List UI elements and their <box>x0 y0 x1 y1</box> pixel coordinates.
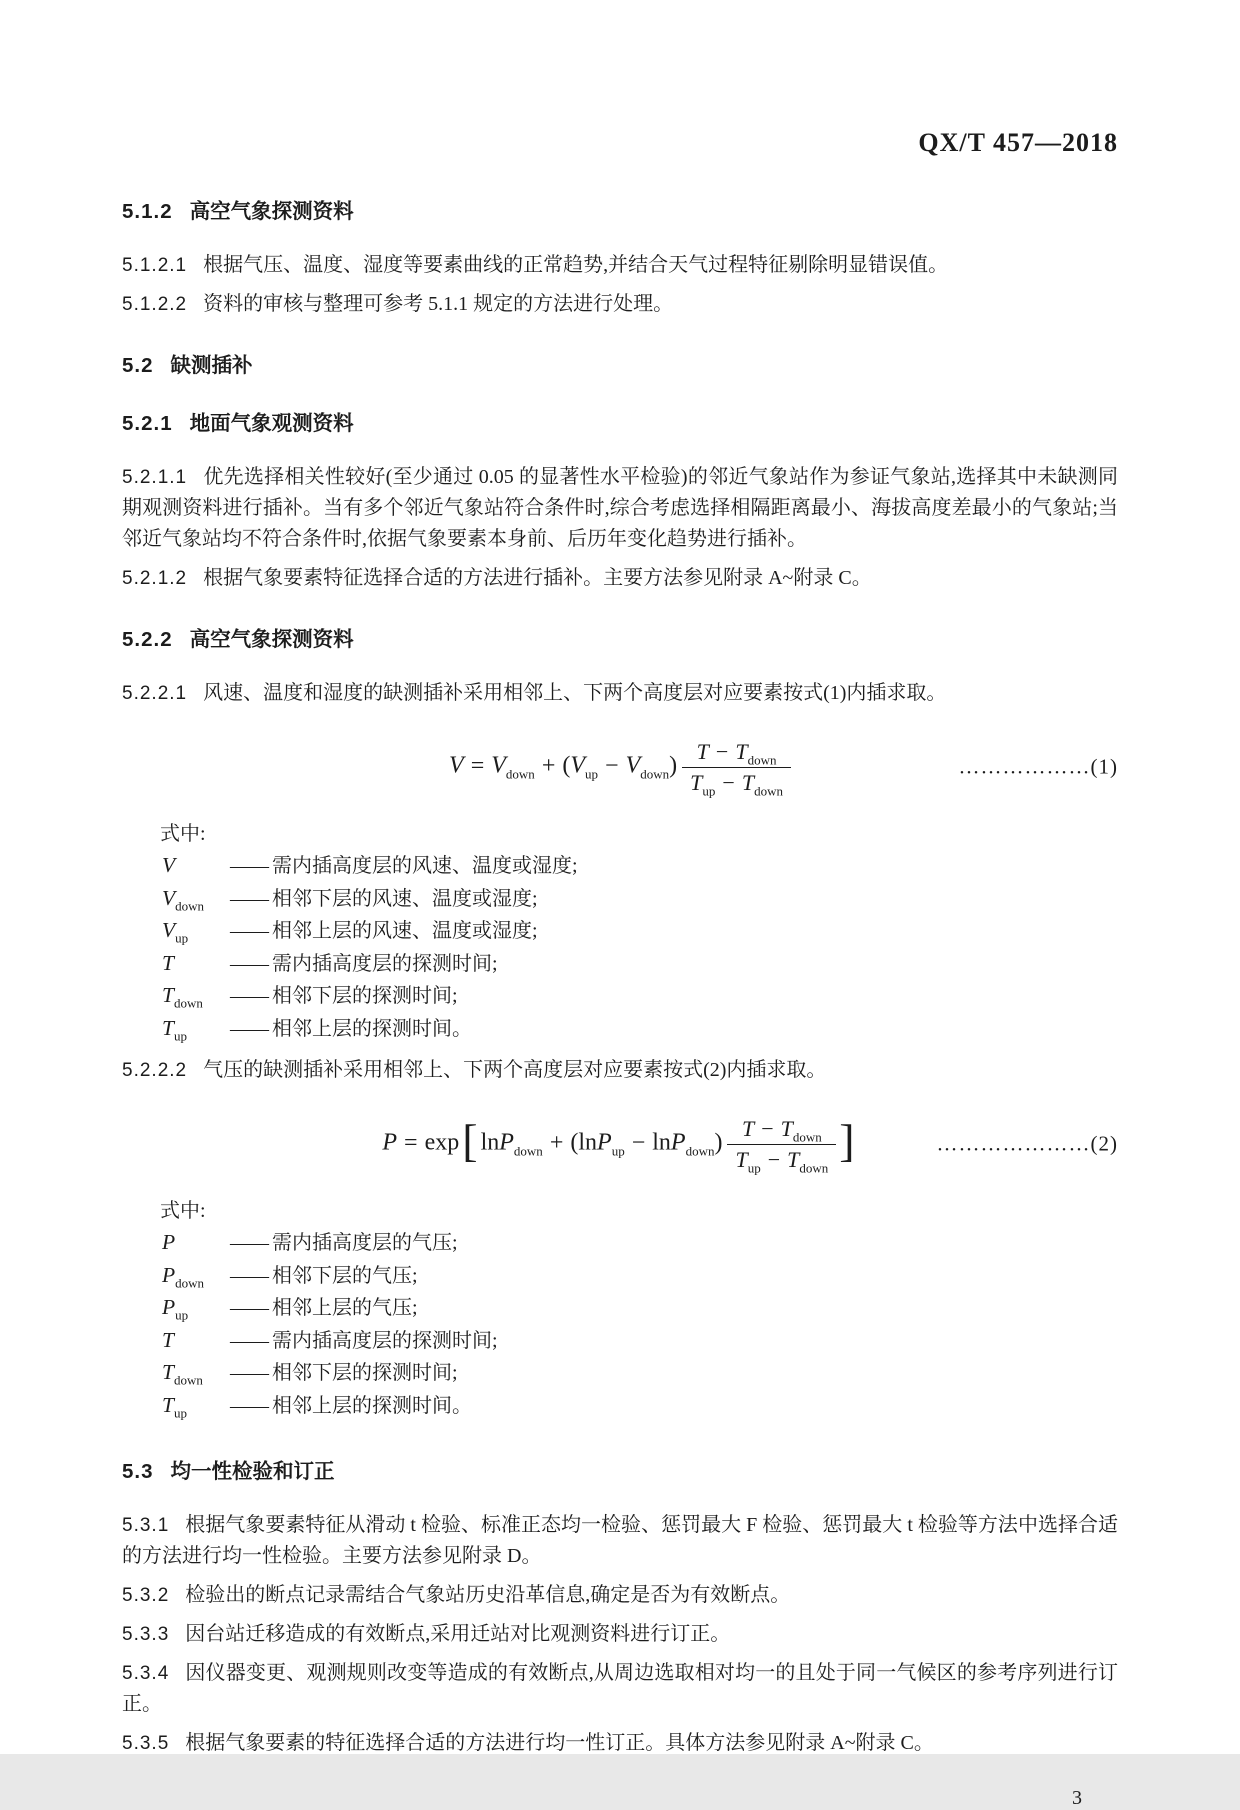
equation-1 <box>122 725 1118 809</box>
math-operator: − <box>631 1129 646 1156</box>
math-operator: − <box>722 769 735 795</box>
math-var: T <box>162 1015 174 1040</box>
math-subscript: up <box>747 1159 761 1175</box>
clause-text: 气压的缺测插补采用相邻上、下两个高度层对应要素按式(2)内插求取。 <box>203 1059 827 1081</box>
clause-number: 5.1.2.2 <box>122 294 188 315</box>
math-var: T <box>696 739 709 764</box>
clause-5-2-2-2 <box>122 1055 1118 1086</box>
heading-number: 5.3 <box>122 1460 154 1483</box>
math-subscript: down <box>175 897 205 913</box>
math-operator: − <box>605 752 619 779</box>
math-paren: ( <box>562 752 571 779</box>
clause-number: 5.2.2.1 <box>122 683 188 704</box>
math-var: T <box>162 1360 174 1384</box>
heading-5-3 <box>122 1458 1118 1486</box>
dash: —— <box>230 887 268 910</box>
math-var: P <box>499 1129 514 1156</box>
definition-item <box>162 948 1118 981</box>
clause-5-1-2-1 <box>122 250 1118 281</box>
math-var: P <box>382 1129 398 1156</box>
heading-title: 地面气象观测资料 <box>189 412 354 435</box>
math-subscript: up <box>175 1307 189 1323</box>
math-symbol <box>162 1357 230 1389</box>
definition-text: 相邻下层的风速、温度或湿度; <box>272 887 538 910</box>
math-var: T <box>735 739 748 764</box>
definition-text: 相邻下层的探测时间; <box>272 985 458 1007</box>
page-content <box>122 0 1118 1810</box>
math-symbol <box>162 948 230 980</box>
heading-number: 5.2.1 <box>122 412 173 435</box>
math-subscript: down <box>505 766 535 782</box>
math-subscript: up <box>611 1143 625 1159</box>
equation-number: (1) <box>1090 754 1118 779</box>
heading-number: 5.2.2 <box>122 628 173 651</box>
math-operator: − <box>761 1116 774 1141</box>
equation-2-leader <box>937 1132 1119 1157</box>
clause-number: 5.2.1.2 <box>122 568 188 589</box>
definition-text: 相邻上层的风速、温度或湿度; <box>272 920 538 942</box>
math-subscript: down <box>754 782 783 798</box>
definition-text: 相邻上层的探测时间。 <box>272 1394 472 1417</box>
heading-title: 均一性检验和订正 <box>170 1460 335 1483</box>
definition-item <box>162 1227 1118 1260</box>
math-operator: − <box>767 1146 781 1172</box>
math-subscript: up <box>702 782 716 798</box>
definition-item <box>162 1357 1118 1390</box>
clause-number: 5.3.1 <box>122 1515 170 1536</box>
definition-item <box>162 1013 1118 1046</box>
bracket-close: ] <box>839 1114 855 1166</box>
math-symbol <box>162 1227 230 1259</box>
math-subscript: up <box>175 930 189 946</box>
dash: —— <box>230 985 268 1007</box>
clause-5-2-1-2 <box>122 563 1118 594</box>
definition-item <box>162 1260 1118 1293</box>
math-subscript: down <box>685 1143 715 1159</box>
fraction-numerator <box>727 1114 836 1144</box>
math-var: T <box>162 983 174 1007</box>
dash: —— <box>230 1394 268 1417</box>
math-symbol <box>162 883 230 915</box>
definition-text: 需内插高度层的风速、温度或湿度; <box>272 855 578 877</box>
math-var: T <box>741 769 755 795</box>
math-subscript: down <box>173 1372 203 1388</box>
heading-5-2-1 <box>122 410 1118 438</box>
clause-text: 风速、温度和湿度的缺测插补采用相邻上、下两个高度层对应要素按式(1)内插求取。 <box>203 682 947 704</box>
definition-text: 需内插高度层的气压; <box>272 1232 458 1254</box>
clause-5-2-2-1 <box>122 678 1118 709</box>
clause-5-3-1 <box>122 1510 1118 1572</box>
clause-5-1-2-2 <box>122 289 1118 320</box>
heading-title: 缺测插补 <box>170 354 253 377</box>
where-label: 式中: <box>160 823 206 845</box>
heading-number: 5.2 <box>122 354 154 377</box>
definition-text: 相邻上层的气压; <box>272 1297 418 1319</box>
definition-item <box>162 1292 1118 1325</box>
dash: —— <box>230 1362 268 1384</box>
equation-2-expression <box>382 1114 857 1174</box>
math-symbol <box>162 1292 230 1324</box>
definition-text: 需内插高度层的探测时间; <box>272 952 498 975</box>
math-symbol <box>162 1390 230 1422</box>
dash: —— <box>230 1232 268 1254</box>
math-subscript: down <box>513 1143 543 1159</box>
math-paren: ( <box>570 1129 579 1156</box>
math-var: T <box>162 1327 174 1352</box>
clause-5-3-4 <box>122 1658 1118 1720</box>
clause-text: 根据气压、温度、湿度等要素曲线的正常趋势,并结合天气过程特征剔除明显错误值。 <box>203 254 949 276</box>
fraction-denominator <box>682 767 791 798</box>
clause-text: 优先选择相关性较好(至少通过 0.05 的显著性水平检验)的邻近气象站作为参证气象站,选择其中未缺测同期观测资料进行插补。当有多个邻近气象站符合条件时,综合考虑选择相隔距离最小、海拔高度差最小的气象站;当邻近气象站均不符合条件时,依据气象要素本身前、后历年变化趋势进行插补。 <box>122 466 1118 550</box>
math-operator: − <box>715 739 729 764</box>
math-var: V <box>491 752 506 779</box>
clause-number: 5.3.5 <box>122 1733 170 1754</box>
clause-number: 5.3.2 <box>122 1585 170 1606</box>
math-symbol <box>162 980 230 1012</box>
clause-text: 根据气象要素特征选择合适的方法进行插补。主要方法参见附录 A~附录 C。 <box>203 567 872 589</box>
math-symbol <box>162 1260 230 1292</box>
fraction-denominator <box>727 1144 836 1175</box>
where-label: 式中: <box>160 1200 206 1222</box>
math-var: V <box>162 853 176 877</box>
definition-text: 相邻下层的气压; <box>272 1264 418 1287</box>
clause-text: 根据气象要素特征从滑动 t 检验、标准正态均一检验、惩罚最大 F 检验、惩罚最大 t 检验等方法中选择合适的方法进行均一性检验。主要方法参见附录 D。 <box>122 1514 1118 1567</box>
math-var: T <box>162 1392 174 1417</box>
math-var: P <box>162 1295 176 1319</box>
math-var: V <box>449 752 464 779</box>
math-symbol <box>162 1013 230 1045</box>
dash: —— <box>230 920 268 942</box>
math-operator: = <box>404 1129 418 1156</box>
clause-text: 根据气象要素的特征选择合适的方法进行均一性订正。具体方法参见附录 A~附录 C。 <box>185 1732 934 1754</box>
definition-text: 需内插高度层的探测时间; <box>272 1329 498 1352</box>
definition-item <box>162 980 1118 1013</box>
fraction <box>682 737 791 797</box>
heading-5-2-2 <box>122 626 1118 654</box>
math-subscript: up <box>173 1027 187 1043</box>
dash: —— <box>230 952 268 975</box>
dash: —— <box>230 855 268 877</box>
math-var: V <box>625 752 641 779</box>
math-subscript: up <box>585 766 599 782</box>
clause-number: 5.3.3 <box>122 1624 170 1645</box>
math-var: T <box>162 950 174 975</box>
heading-5-2 <box>122 352 1118 380</box>
definition-item <box>162 883 1118 916</box>
math-function: ln <box>652 1129 671 1156</box>
clause-number: 5.3.4 <box>122 1663 170 1684</box>
definition-text: 相邻上层的探测时间。 <box>272 1017 472 1040</box>
math-var: T <box>735 1146 748 1172</box>
math-subscript: down <box>640 766 670 782</box>
bracket-open: [ <box>462 1114 478 1166</box>
math-var: T <box>690 769 703 795</box>
clause-number: 5.2.2.2 <box>122 1060 188 1081</box>
definition-item <box>162 1390 1118 1423</box>
clause-5-3-5 <box>122 1728 1118 1759</box>
page-number: 3 <box>1072 1787 1082 1809</box>
clause-text: 资料的审核与整理可参考 5.1.1 规定的方法进行处理。 <box>203 293 674 315</box>
math-symbol <box>162 915 230 947</box>
math-var: T <box>780 1116 793 1141</box>
leader-dots: ……………… <box>958 754 1091 779</box>
fraction <box>727 1114 836 1174</box>
math-var: V <box>162 885 176 910</box>
equation-number: (2) <box>1090 1131 1118 1156</box>
clause-number: 5.2.1.1 <box>122 467 188 488</box>
equation-2 <box>122 1102 1118 1186</box>
equation-1-leader <box>959 755 1119 780</box>
math-paren: ) <box>669 752 678 779</box>
math-subscript: down <box>792 1129 822 1145</box>
math-subscript: down <box>173 995 203 1011</box>
heading-number: 5.1.2 <box>122 200 173 223</box>
math-var: T <box>741 1116 755 1141</box>
clause-text: 因台站迁移造成的有效断点,采用迁站对比观测资料进行订正。 <box>185 1623 731 1645</box>
dash: —— <box>230 1017 268 1040</box>
math-var: P <box>597 1129 612 1156</box>
heading-5-1-2 <box>122 198 1118 226</box>
standard-code-header: QX/T 457—2018 <box>918 128 1118 157</box>
clause-text: 因仪器变更、观测规则改变等造成的有效断点,从周边选取相对均一的且处于同一气候区的参考序列进行订正。 <box>122 1662 1118 1715</box>
clause-5-3-3 <box>122 1619 1118 1650</box>
heading-title: 高空气象探测资料 <box>189 200 354 223</box>
heading-title: 高空气象探测资料 <box>189 628 354 651</box>
math-subscript: down <box>175 1274 205 1290</box>
math-subscript: up <box>173 1404 187 1420</box>
math-operator: + <box>549 1129 564 1156</box>
definition-text: 相邻下层的探测时间; <box>272 1362 458 1384</box>
math-function: ln <box>480 1129 500 1156</box>
definition-item <box>162 850 1118 883</box>
math-function: ln <box>578 1129 598 1156</box>
math-function: exp <box>424 1129 460 1156</box>
math-var: V <box>570 752 586 779</box>
math-var: P <box>162 1230 176 1254</box>
math-symbol <box>162 1325 230 1357</box>
math-var: P <box>670 1129 686 1156</box>
clause-5-2-1-1 <box>122 462 1118 555</box>
math-var: P <box>162 1262 176 1287</box>
equation-1-expression <box>449 737 791 797</box>
math-subscript: down <box>799 1159 829 1175</box>
dash: —— <box>230 1329 268 1352</box>
clause-number: 5.1.2.1 <box>122 255 188 276</box>
math-var: T <box>787 1146 800 1172</box>
math-operator: + <box>541 752 556 779</box>
dash: —— <box>230 1264 268 1287</box>
math-paren: ) <box>714 1129 723 1156</box>
definition-item <box>162 1325 1118 1358</box>
math-var: V <box>162 918 176 942</box>
clause-5-3-2 <box>122 1580 1118 1611</box>
definition-item <box>162 915 1118 948</box>
clause-text: 检验出的断点记录需结合气象站历史沿革信息,确定是否为有效断点。 <box>185 1584 791 1606</box>
math-subscript: down <box>747 752 777 768</box>
fraction-numerator <box>682 737 791 767</box>
math-operator: = <box>470 752 485 779</box>
dash: —— <box>230 1297 268 1319</box>
math-symbol <box>162 850 230 882</box>
leader-dots: ………………… <box>936 1131 1091 1156</box>
